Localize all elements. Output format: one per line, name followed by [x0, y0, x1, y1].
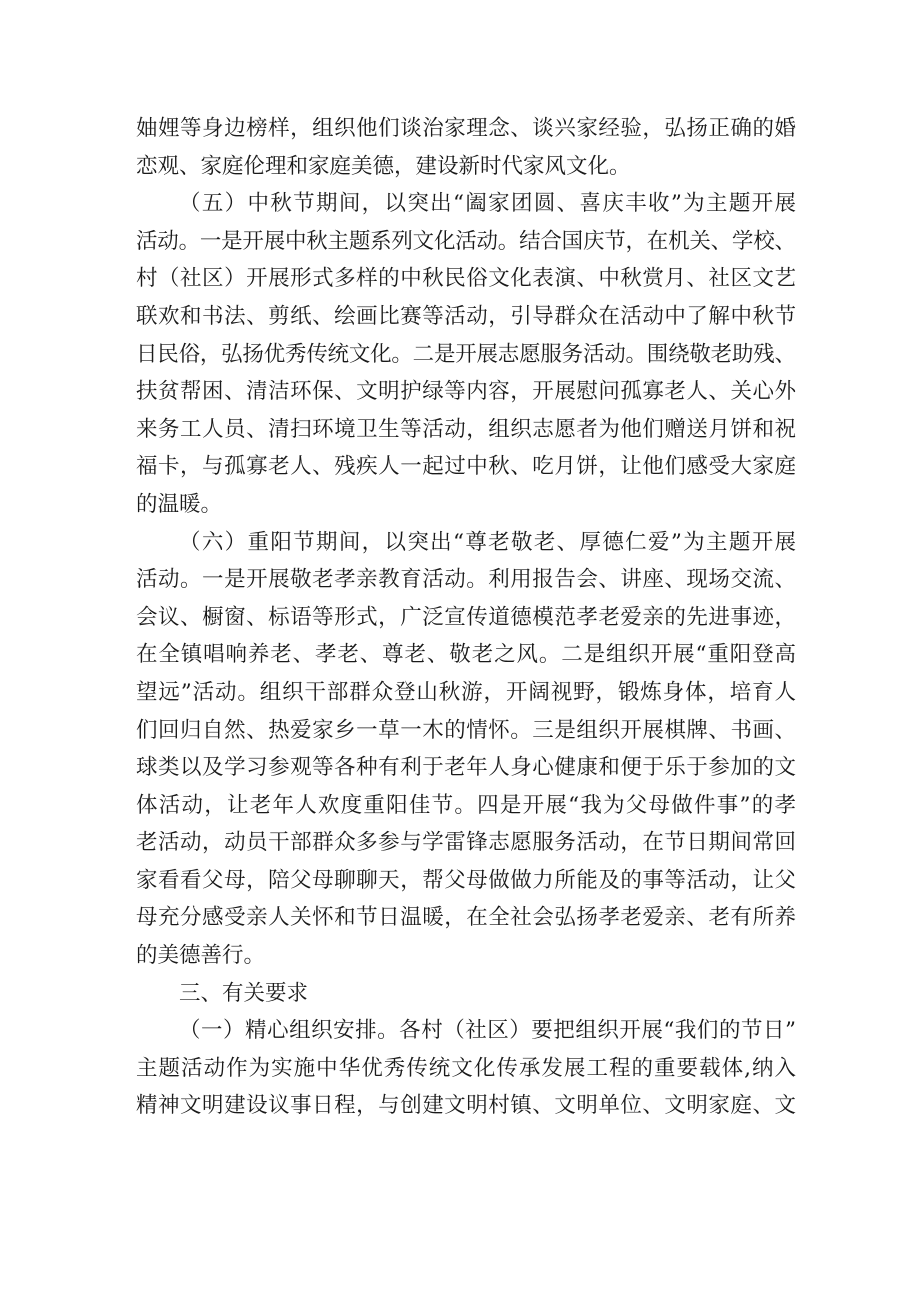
document-body-text — [136, 110, 796, 1125]
text-line: 老活动，动员干部群众多参与学雷锋志愿服务活动，在节日期间常回 — [136, 830, 797, 856]
paragraph-first-line: （一）精心组织安排。各村（社区）要把组织开展“我们的节日” — [179, 1018, 797, 1044]
text-line: 联欢和书法、剪纸、绘画比赛等活动，引导群众在活动中了解中秋节 — [136, 303, 797, 329]
text-line: 们回归自然、热爱家乡一草一木的情怀。三是组织开展棋牌、书画、 — [136, 717, 797, 743]
paragraph-first-line: （五）中秋节期间，以突出“阖家团圆、喜庆丰收”为主题开展 — [179, 191, 798, 217]
text-line: 望远”活动。组织干部群众登山秋游，开阔视野，锻炼身体，培育人 — [136, 679, 797, 705]
text-line: 恋观、家庭伦理和家庭美德，建设新时代家风文化。 — [136, 153, 631, 179]
text-line: 日民俗，弘扬优秀传统文化。二是开展志愿服务活动。围绕敬老助残、 — [136, 341, 796, 367]
text-line: 会议、橱窗、标语等形式，广泛宣传道德模范孝老爱亲的先进事迹， — [136, 604, 797, 630]
text-line: 在全镇唱响养老、孝老、尊老、敬老之风。二是组织开展“重阳登高 — [136, 642, 797, 668]
text-line: 活动。一是开展中秋主题系列文化活动。结合国庆节，在机关、学校、 — [136, 228, 796, 254]
paragraph-first-line: （六）重阳节期间，以突出“尊老敬老、厚德仁爱”为主题开展 — [179, 529, 798, 555]
text-line: 家看看父母，陪父母聊聊天，帮父母做做力所能及的事等活动，让父 — [136, 867, 797, 893]
text-line: 来务工人员、清扫环境卫生等活动，组织志愿者为他们赠送月饼和祝 — [136, 416, 797, 442]
text-line: 村（社区）开展形式多样的中秋民俗文化表演、中秋赏月、社区文艺 — [136, 266, 797, 292]
text-line: 球类以及学习参观等各种有利于老年人身心健康和便于乐于参加的文 — [136, 755, 797, 781]
text-line: 的温暖。 — [136, 491, 223, 517]
text-line: 主题活动作为实施中华优秀传统文化传承发展工程的重要载体,纳入 — [136, 1055, 798, 1081]
text-line: 体活动，让老年人欢度重阳佳节。四是开展“我为父母做件事”的孝 — [136, 792, 798, 818]
text-line: 精神文明建设议事日程，与创建文明村镇、文明单位、文明家庭、文 — [136, 1093, 797, 1119]
paragraph-first-line: 三、有关要求 — [179, 980, 309, 1006]
text-line: 扶贫帮困、清洁环保、文明护绿等内容，开展慰问孤寡老人、关心外 — [136, 379, 797, 405]
text-line: 妯娌等身边榜样，组织他们谈治家理念、谈兴家经验，弘扬正确的婚 — [136, 116, 797, 141]
text-line: 活动。一是开展敬老孝亲教育活动。利用报告会、讲座、现场交流、 — [136, 567, 797, 593]
text-line: 福卡，与孤寡老人、残疾人一起过中秋、吃月饼，让他们感受大家庭 — [136, 454, 797, 480]
text-line: 的美德善行。 — [136, 943, 266, 969]
text-line: 母充分感受亲人关怀和节日温暖，在全社会弘扬孝老爱亲、老有所养 — [136, 905, 797, 931]
